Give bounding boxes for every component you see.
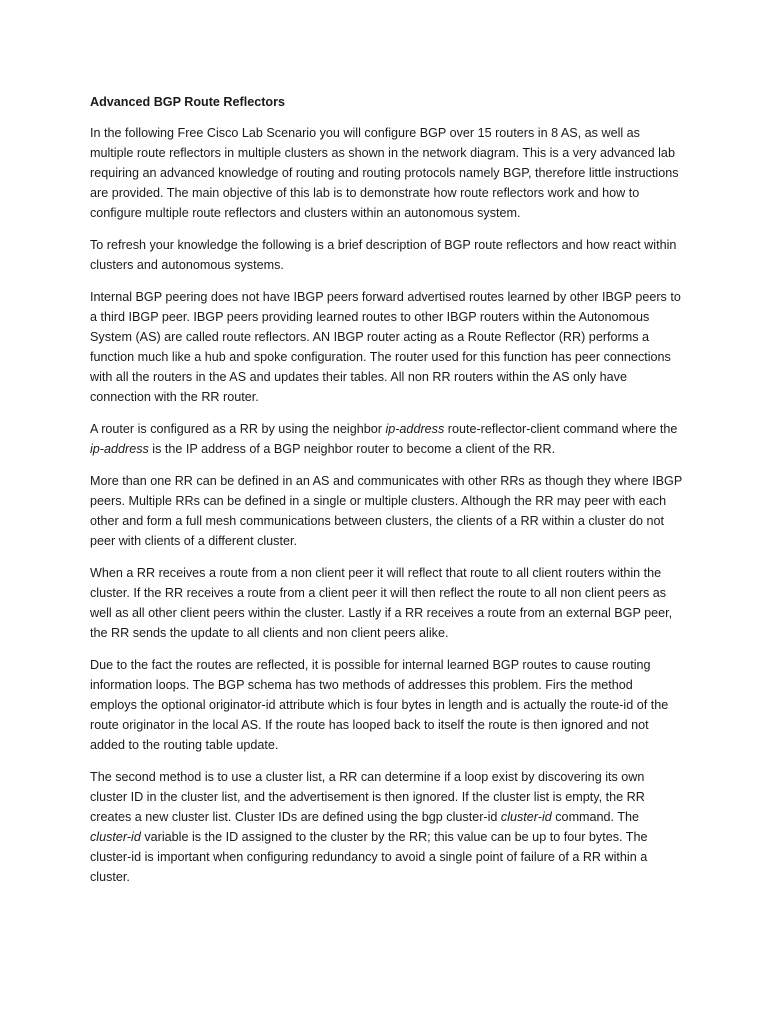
italic-term: cluster-id (90, 830, 141, 844)
paragraph-refresh: To refresh your knowledge the following is a brief description of BGP route reflectors and how react within clusters and autonomous systems. (90, 238, 677, 272)
paragraph-rr-config (90, 419, 682, 459)
text-span: A router is configured as a RR by using the neighbor (90, 422, 386, 436)
italic-term: cluster-id (500, 810, 552, 824)
paragraph-multiple-rr: More than one RR can be defined in an AS and communicates with other RRs as though they where IBGP peers. Multiple RRs can be defined in a single or multiple clusters. Although the RR may peer with each other and form a full mesh communications between clusters, the clients of a RR within a cluster do not peer with clients of a different cluster. (90, 474, 683, 548)
paragraph-intro: In the following Free Cisco Lab Scenario you will configure BGP over 15 routers in 8 AS, as well as multiple route reflectors in multiple clusters as shown in the network diagram. This is a very advanced lab requiring an advanced knowledge of routing and routing protocols namely BGP, therefore little instructions are provided. The main objective of this lab is to demonstrate how route reflectors work and how to configure multiple route reflectors and clusters within an autonomous system. (90, 126, 679, 220)
text-span: command. The (551, 810, 640, 824)
text-span: route-reflector-client command where the (444, 422, 678, 436)
document-page (90, 92, 682, 899)
paragraph-internal-bgp: Internal BGP peering does not have IBGP peers forward advertised routes learned by other IBGP peers to a third IBGP peer. IBGP peers providing learned routes to other IBGP routers within the Autonomous System (AS) are called route reflectors. AN IBGP router acting as a Route Reflector (RR) performs a function much like a hub and spoke configuration. The router used for this function has peer connections with all the routers in the AS and updates their tables. All non RR routers within the AS only have connection with the RR router. (90, 290, 681, 404)
text-span: The second method is to use a cluster list, a RR can determine if a loop exist by discovering its own cluster ID in the cluster list, and the advertisement is then ignored. If the cluster list is empty, the RR creates a new cluster list. Cluster IDs are defined using the bgp cluster-id (90, 770, 645, 824)
paragraph-loops: Due to the fact the routes are reflected, it is possible for internal learned BGP routes to cause routing information loops. The BGP schema has two methods of addresses this problem. Firs the method employs the optional originator-id attribute which is four bytes in length and is actually the route-id of the route originator in the local AS. If the route has looped back to itself the route is then ignored and not added to the routing table update. (90, 658, 669, 752)
text-span: is the IP address of a BGP neighbor router to become a client of the RR. (148, 442, 556, 456)
italic-term: ip-address (90, 442, 149, 456)
text-span: variable is the ID assigned to the cluster by the RR; this value can be up to four bytes. The cluster-id is important when configuring redundancy to avoid a single point of failure of a RR within a cluster. (90, 830, 648, 884)
italic-term: ip-address (385, 422, 445, 436)
paragraph-rr-receives: When a RR receives a route from a non client peer it will reflect that route to all client routers within the cluster. If the RR receives a route from a client peer it will then reflect the route to all non client peers as well as all other client peers within the cluster. Lastly if a RR receives a route from an external BGP peer, the RR sends the update to all clients and non client peers alike. (90, 566, 673, 640)
paragraph-cluster-list (90, 767, 682, 887)
document-title: Advanced BGP Route Reflectors (90, 95, 286, 109)
